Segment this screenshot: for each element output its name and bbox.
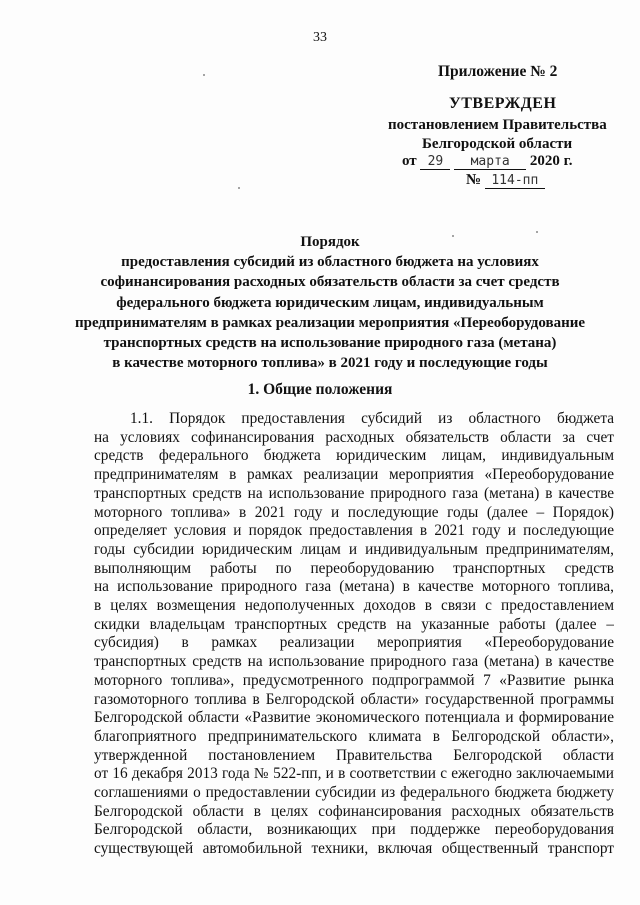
decree-line: постановлением Правительства <box>388 117 607 133</box>
scan-speck <box>238 187 240 189</box>
number-prefix: № <box>466 172 482 188</box>
date-prefix: от <box>402 153 417 169</box>
date-day: 29 <box>420 155 450 170</box>
paragraph-line: 1.1. Порядок предоставления субсидий из областного бюджета <box>130 410 614 427</box>
paragraph-line: газомоторного топлива в Белгородской области» государственной программы <box>94 690 614 708</box>
paragraph-line: Белгородской области в целях софинансирования расходных обязательств <box>94 802 614 820</box>
paragraph-line: транспортных средств на использование природного газа (метана) в качестве <box>94 653 614 671</box>
paragraph-line: от 16 декабря 2013 года № 522-пп, и в соответствии с ежегодно заключаемыми <box>94 765 614 783</box>
title-line: в качестве моторного топлива» в 2021 году и последующие годы <box>112 355 548 372</box>
paragraph-line: Белгородской области «Развитие экономического потенциала и формирование <box>94 709 614 727</box>
paragraph-line: Белгородской области, возникающих при поддержке переоборудования <box>94 821 614 839</box>
paragraph-line: моторного топлива» в 2021 году и последующие годы (далее – Порядок) <box>94 503 614 521</box>
paragraph-line: транспортных средств на использование природного газа (метана) в качестве <box>94 484 614 502</box>
paragraph-line: моторного топлива», предусмотренного подпрограммой 7 «Развитие рынка <box>94 671 614 689</box>
paragraph-line: предпринимателям в рамках реализации мероприятия «Переоборудование <box>94 466 614 484</box>
date-month: марта <box>454 155 526 170</box>
title-line: предоставления субсидий из областного бюджета на условиях <box>121 254 539 271</box>
title-line: транспортных средств на использование природного газа (метана) <box>103 335 557 352</box>
title-line: предпринимателям в рамках реализации мероприятия «Переоборудование <box>74 314 586 331</box>
title-line: федерального бюджета юридическим лицам, индивидуальным <box>116 294 544 311</box>
number-value: 114-пп <box>485 174 545 189</box>
paragraph-line: благоприятного предпринимательского климата в Белгородской области», <box>94 727 614 745</box>
paragraph-line: существующей автомобильной техники, включая общественный транспорт <box>94 840 614 858</box>
document-title <box>60 232 600 373</box>
date-year: 2020 г. <box>529 153 573 169</box>
section-title: 1. Общие положения <box>247 381 393 398</box>
paragraph-line: субсидия) в рамках реализации мероприятия «Переоборудование <box>94 634 614 652</box>
approved-heading: УТВЕРЖДЕН <box>449 95 557 112</box>
decree-number <box>466 172 545 189</box>
paragraph-line: определяет условия и порядок предоставления в 2021 году и последующие <box>94 522 614 540</box>
page-number: 33 <box>313 30 327 45</box>
body-paragraph <box>94 410 614 859</box>
paragraph-line: средств федерального бюджета юридическим лицам, индивидуальным <box>94 447 614 465</box>
paragraph-line: на использование природного газа (метана) в качестве моторного топлива, <box>94 578 614 596</box>
paragraph-line: выполняющим работы по переоборудованию транспортных средств <box>94 559 614 577</box>
paragraph-line: на условиях софинансирования расходных обязательств области за счет <box>94 428 614 446</box>
paragraph-line: соглашениями о предоставлении субсидии из федерального бюджета бюджету <box>94 784 614 802</box>
scan-speck <box>536 231 538 233</box>
appendix-label: Приложение № 2 <box>438 63 558 80</box>
title-line: Порядок <box>300 234 360 250</box>
region-line: Белгородской области <box>422 136 573 152</box>
scan-speck <box>452 235 454 237</box>
paragraph-line: в целях возмещения недополученных доходов в связи с предоставлением <box>94 597 614 615</box>
paragraph-line: скидки владельцам транспортных средств на указанные работы (далее – <box>94 615 614 633</box>
scan-speck <box>203 74 205 76</box>
paragraph-line: годы субсидии юридическим лицам и индивидуальным предпринимателям, <box>94 540 614 558</box>
paragraph-line: утвержденной постановлением Правительства Белгородской области <box>94 746 614 764</box>
decree-date <box>402 153 573 170</box>
title-line: софинансирования расходных обязательств области за счет средств <box>100 274 560 291</box>
